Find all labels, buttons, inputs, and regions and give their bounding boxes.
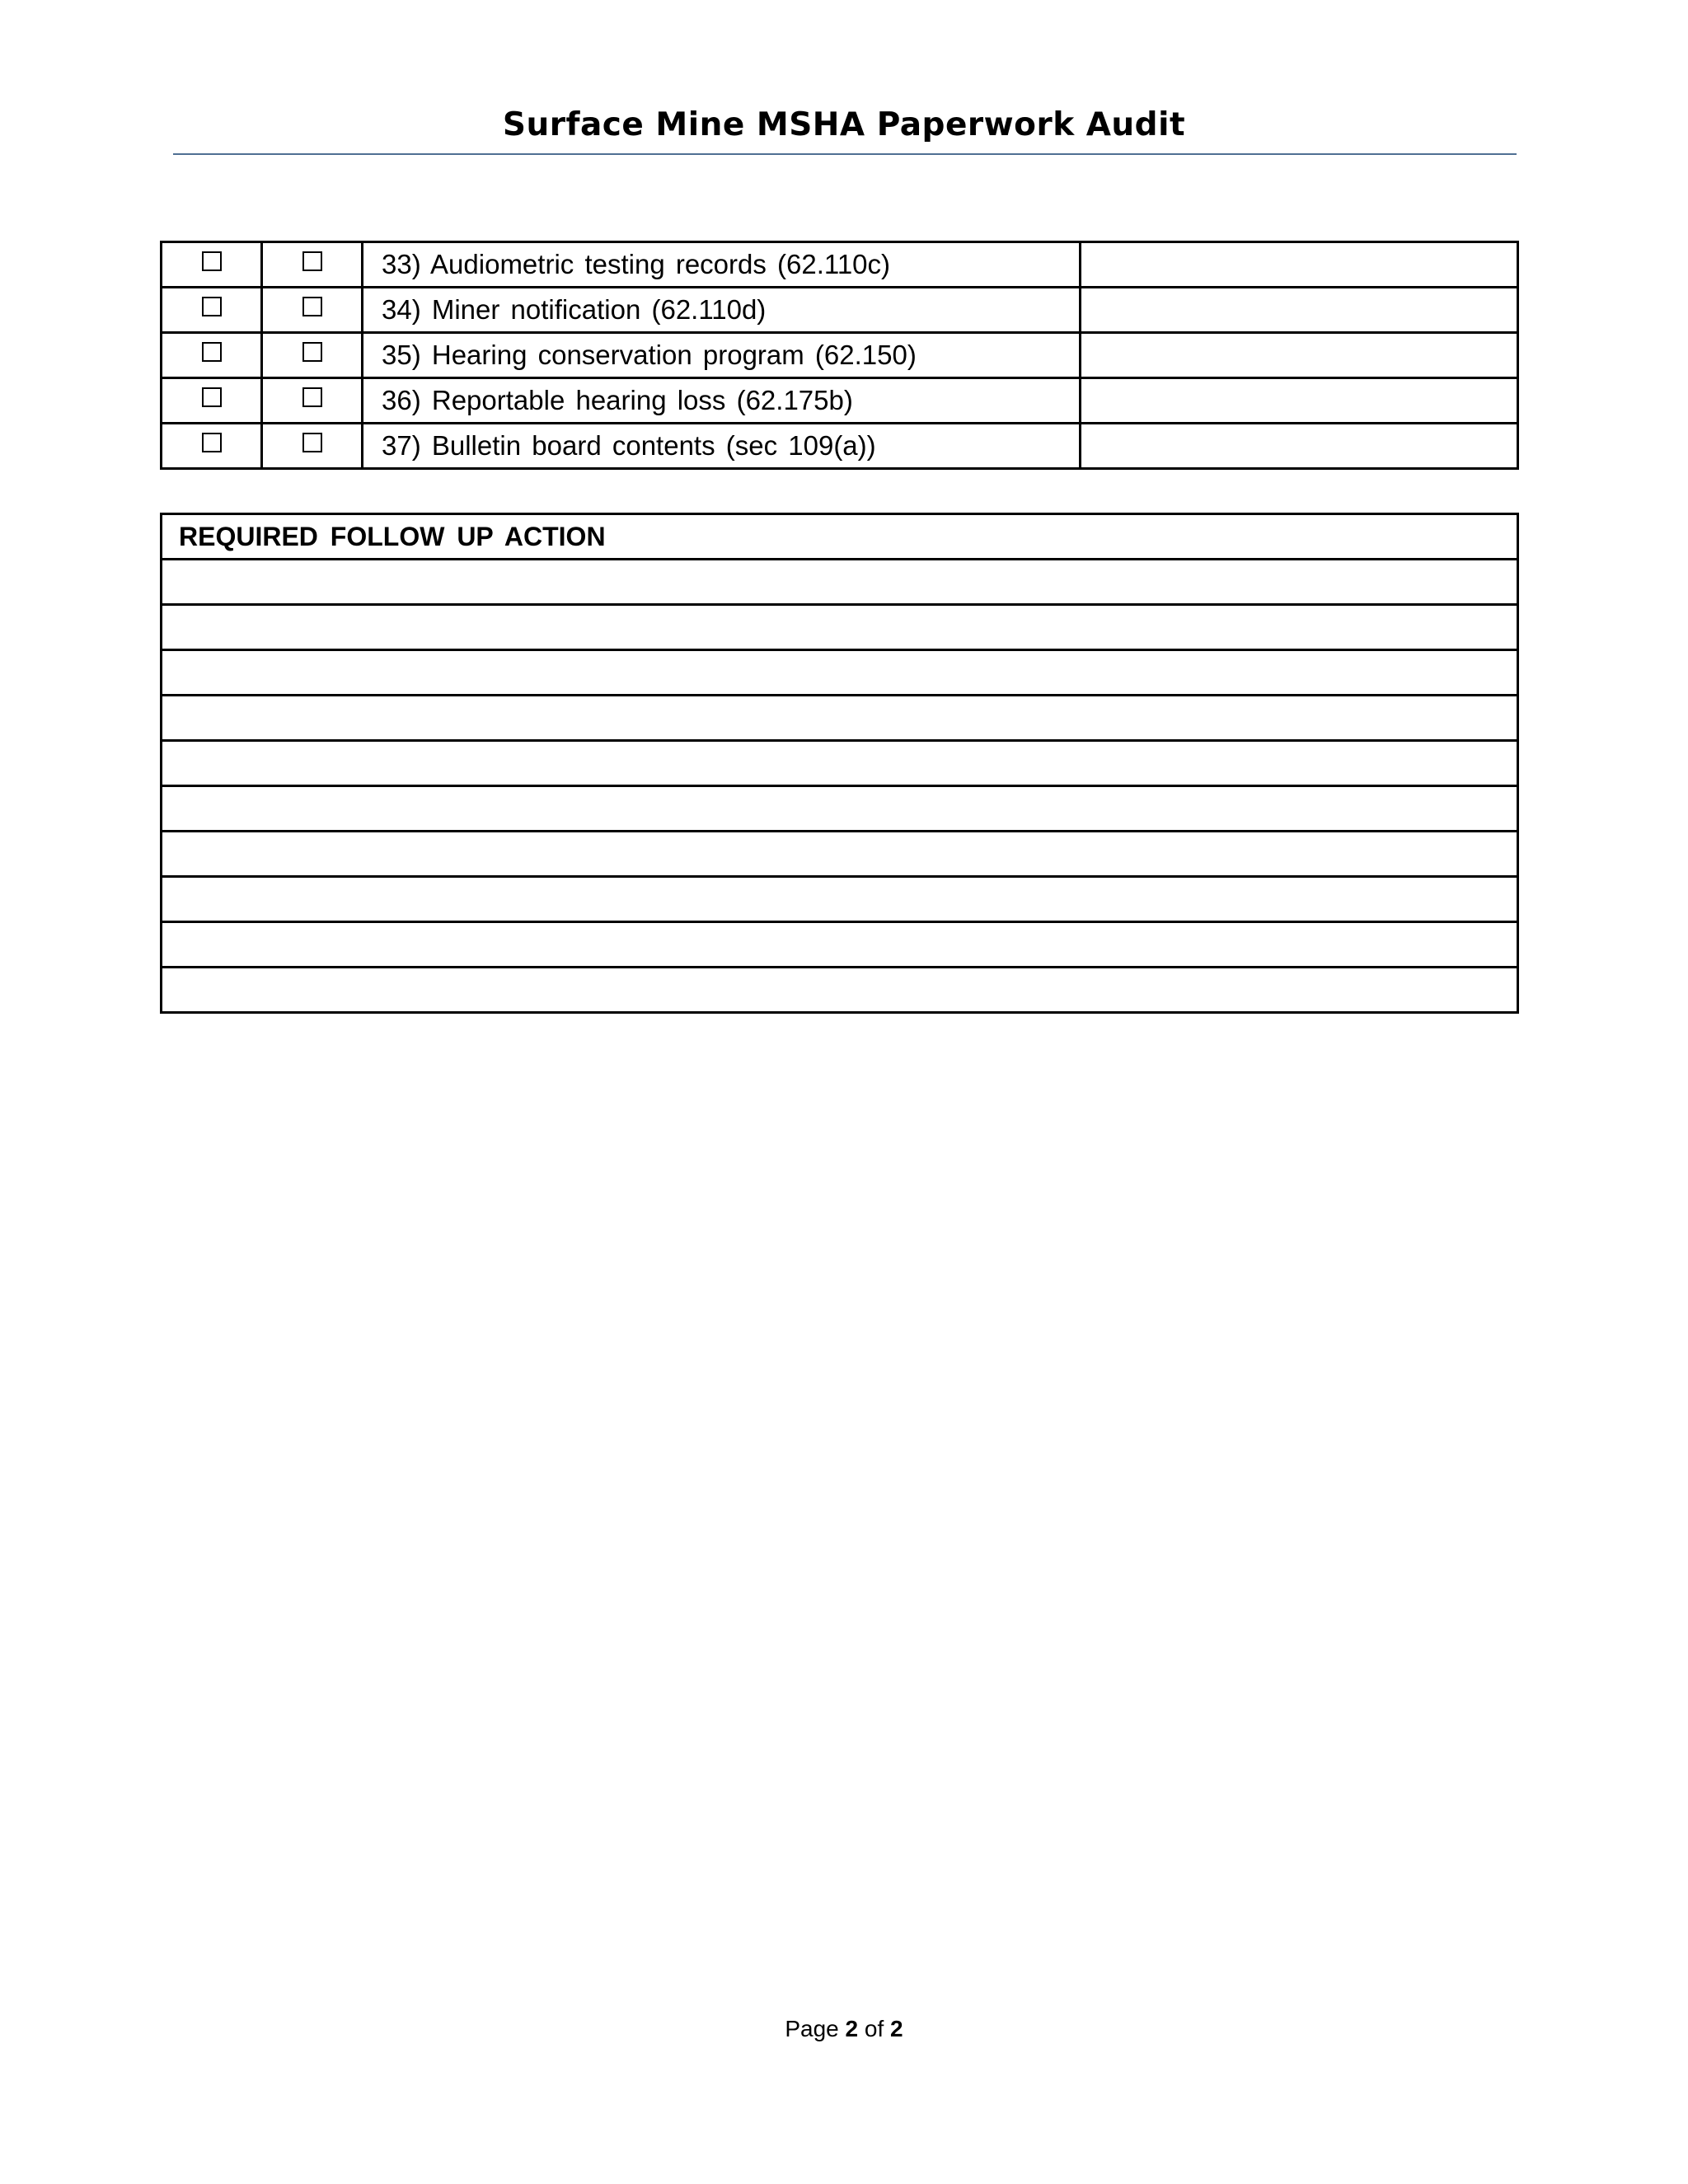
table-row	[162, 378, 1518, 424]
checkbox-cell-b	[262, 378, 363, 424]
footer-page-word: Page	[785, 2016, 839, 2041]
checkbox-icon[interactable]	[202, 342, 222, 362]
checkbox-icon[interactable]	[202, 297, 222, 316]
followup-row	[162, 650, 1518, 696]
checkbox-icon[interactable]	[202, 387, 222, 407]
followup-row	[162, 786, 1518, 832]
followup-entry[interactable]	[162, 650, 1518, 696]
checkbox-cell-a	[162, 288, 262, 333]
followup-header-row	[162, 514, 1518, 560]
followup-row	[162, 968, 1518, 1013]
checklist-table	[160, 241, 1519, 470]
notes-cell[interactable]	[1081, 333, 1518, 378]
followup-row	[162, 922, 1518, 968]
followup-row	[162, 877, 1518, 922]
checkbox-icon[interactable]	[302, 433, 322, 452]
checkbox-cell-b	[262, 333, 363, 378]
followup-entry[interactable]	[162, 877, 1518, 922]
followup-header: REQUIRED FOLLOW UP ACTION	[162, 514, 1518, 560]
followup-row	[162, 696, 1518, 741]
checkbox-icon[interactable]	[202, 433, 222, 452]
checkbox-icon[interactable]	[302, 251, 322, 271]
notes-cell[interactable]	[1081, 424, 1518, 469]
checkbox-cell-b	[262, 288, 363, 333]
page-title: Surface Mine MSHA Paperwork Audit	[502, 106, 1186, 143]
footer-current-page: 2	[845, 2016, 859, 2041]
checkbox-cell-b	[262, 424, 363, 469]
table-row	[162, 333, 1518, 378]
checklist-item-label: 36) Reportable hearing loss (62.175b)	[363, 378, 1081, 424]
followup-entry[interactable]	[162, 696, 1518, 741]
footer-total-pages: 2	[890, 2016, 903, 2041]
checkbox-cell-a	[162, 242, 262, 288]
title-divider	[173, 153, 1517, 155]
checklist-item-label: 34) Miner notification (62.110d)	[363, 288, 1081, 333]
followup-entry[interactable]	[162, 832, 1518, 877]
followup-row	[162, 605, 1518, 650]
followup-table	[160, 513, 1519, 1014]
checklist-item-label: 33) Audiometric testing records (62.110c)	[363, 242, 1081, 288]
followup-entry[interactable]	[162, 741, 1518, 786]
checkbox-cell-a	[162, 378, 262, 424]
table-row	[162, 242, 1518, 288]
checklist-item-label: 37) Bulletin board contents (sec 109(a))	[363, 424, 1081, 469]
followup-entry[interactable]	[162, 968, 1518, 1013]
notes-cell[interactable]	[1081, 288, 1518, 333]
notes-cell[interactable]	[1081, 378, 1518, 424]
notes-cell[interactable]	[1081, 242, 1518, 288]
checkbox-icon[interactable]	[302, 297, 322, 316]
followup-entry[interactable]	[162, 786, 1518, 832]
table-row	[162, 424, 1518, 469]
footer-of-word: of	[864, 2016, 884, 2041]
checkbox-icon[interactable]	[302, 387, 322, 407]
table-row	[162, 288, 1518, 333]
checkbox-cell-b	[262, 242, 363, 288]
checkbox-cell-a	[162, 424, 262, 469]
followup-entry[interactable]	[162, 605, 1518, 650]
checkbox-icon[interactable]	[302, 342, 322, 362]
checkbox-icon[interactable]	[202, 251, 222, 271]
followup-row	[162, 832, 1518, 877]
checkbox-cell-a	[162, 333, 262, 378]
page-footer	[0, 2016, 1688, 2042]
followup-entry[interactable]	[162, 560, 1518, 605]
followup-row	[162, 560, 1518, 605]
followup-row	[162, 741, 1518, 786]
followup-entry[interactable]	[162, 922, 1518, 968]
checklist-item-label: 35) Hearing conservation program (62.150)	[363, 333, 1081, 378]
